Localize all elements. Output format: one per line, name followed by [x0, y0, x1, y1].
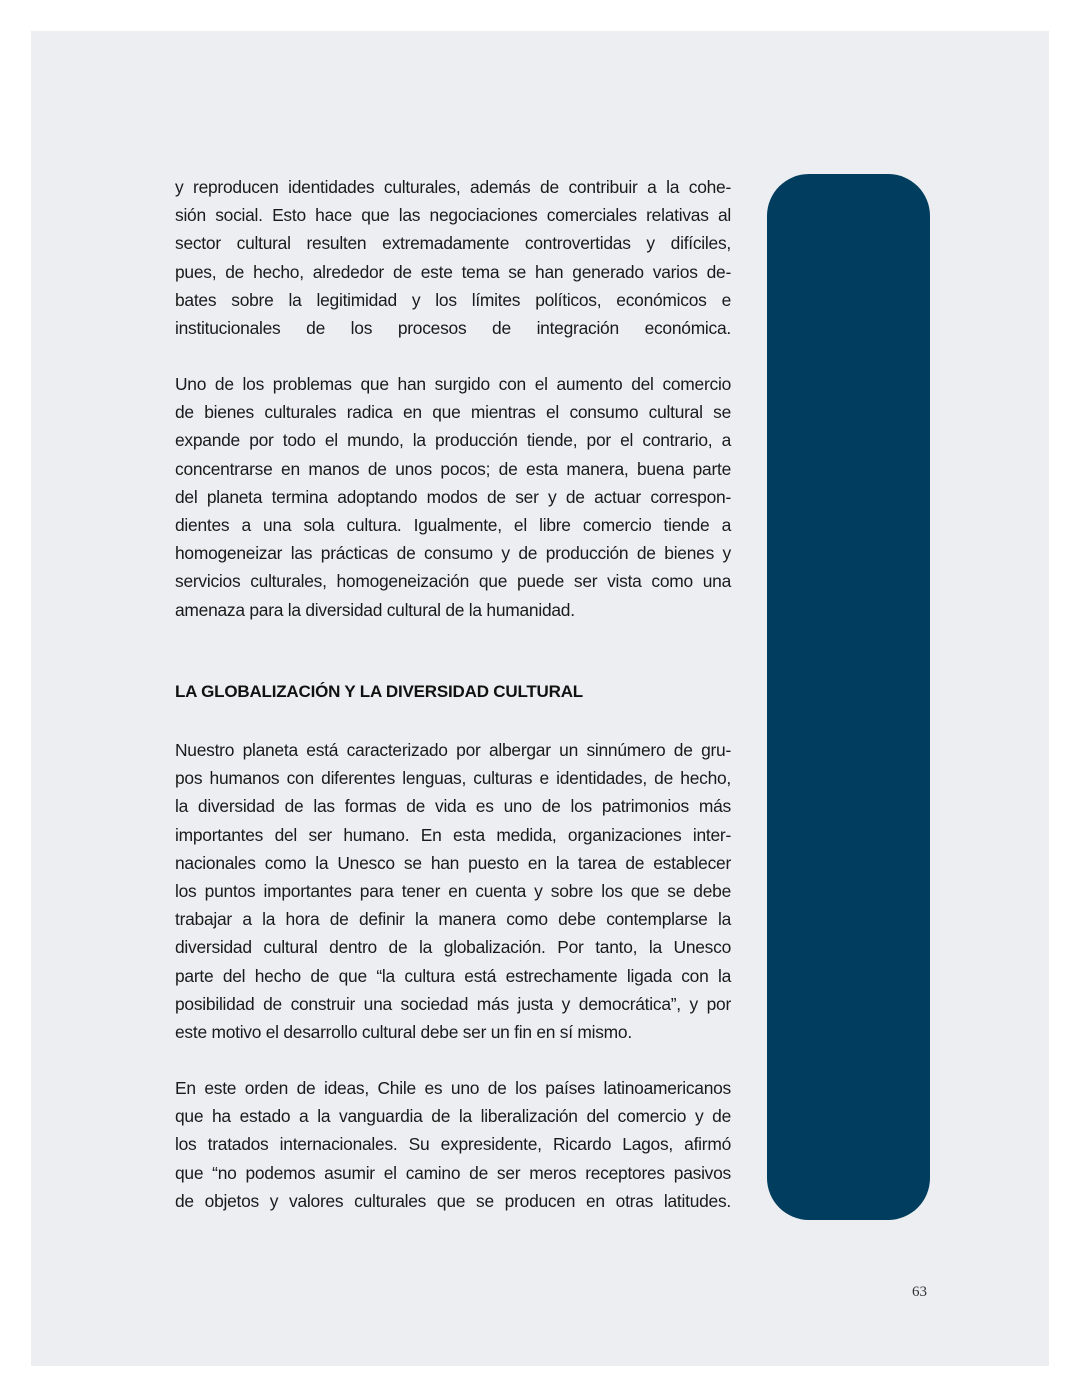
- text-line: importantes del ser humano. En esta medida, organizaciones inter-: [175, 824, 731, 845]
- text-line: bates sobre la legitimidad y los límites políticos, económicos e: [175, 289, 731, 310]
- text-line: los puntos importantes para tener en cuenta y sobre los que se debe: [175, 880, 731, 901]
- text-line: institucionales de los procesos de integración económica.: [175, 317, 731, 338]
- text-line: parte del hecho de que “la cultura está estrechamente ligada con la: [175, 965, 731, 986]
- paragraph-4: [175, 1074, 731, 1215]
- text-line: del planeta termina adoptando modos de ser y de actuar correspon-: [175, 486, 731, 507]
- text-line: pos humanos con diferentes lenguas, culturas e identidades, de hecho,: [175, 768, 731, 789]
- paragraph-2: [175, 370, 731, 624]
- page-number: 63: [912, 1284, 927, 1300]
- text-line: de bienes culturales radica en que mientras el consumo cultural se: [175, 402, 731, 423]
- text-line: expande por todo el mundo, la producción tiende, por el contrario, a: [175, 430, 731, 451]
- text-line: y reproducen identidades culturales, además de contribuir a la cohe-: [175, 177, 731, 197]
- text-line: pues, de hecho, alrededor de este tema se han generado varios de-: [175, 261, 731, 282]
- text-line: nacionales como la Unesco se han puesto en la tarea de establecer: [175, 852, 731, 873]
- text-line: servicios culturales, homogeneización que puede ser vista como una: [175, 571, 731, 592]
- text-line: sión social. Esto hace que las negociaciones comerciales relativas al: [175, 205, 731, 226]
- decorative-side-bar: [767, 174, 930, 1220]
- text-line: que ha estado a la vanguardia de la liberalización del comercio y de: [175, 1106, 731, 1127]
- text-line: concentrarse en manos de unos pocos; de esta manera, buena parte: [175, 458, 731, 479]
- text-line: posibilidad de construir una sociedad más justa y democrática”, y por: [175, 993, 731, 1014]
- text-line: este motivo el desarrollo cultural debe ser un fin en sí mismo.: [175, 1021, 632, 1042]
- paragraph-3: [175, 736, 731, 1046]
- section-heading: LA GLOBALIZACIÓN Y LA DIVERSIDAD CULTURAL: [175, 682, 583, 701]
- text-line: que “no podemos asumir el camino de ser meros receptores pasivos: [175, 1162, 731, 1183]
- text-line: la diversidad de las formas de vida es uno de los patrimonios más: [175, 796, 731, 817]
- text-line: dientes a una sola cultura. Igualmente, el libre comercio tiende a: [175, 514, 731, 535]
- text-line: los tratados internacionales. Su expresidente, Ricardo Lagos, afirmó: [175, 1134, 731, 1155]
- paragraph-1: [175, 173, 731, 342]
- text-line: En este orden de ideas, Chile es uno de los países latinoamericanos: [175, 1078, 731, 1098]
- text-line: Nuestro planeta está caracterizado por albergar un sinnúmero de gru-: [175, 740, 731, 760]
- text-line: trabajar a la hora de definir la manera como debe contemplarse la: [175, 909, 731, 930]
- text-line: sector cultural resulten extremadamente controvertidas y difíciles,: [175, 233, 731, 254]
- text-line: homogeneizar las prácticas de consumo y de producción de bienes y: [175, 543, 731, 564]
- text-line: Uno de los problemas que han surgido con el aumento del comercio: [175, 374, 731, 394]
- text-line: diversidad cultural dentro de la globalización. Por tanto, la Unesco: [175, 937, 731, 958]
- text-line: de objetos y valores culturales que se producen en otras latitudes.: [175, 1190, 731, 1211]
- text-line: amenaza para la diversidad cultural de la humanidad.: [175, 599, 575, 620]
